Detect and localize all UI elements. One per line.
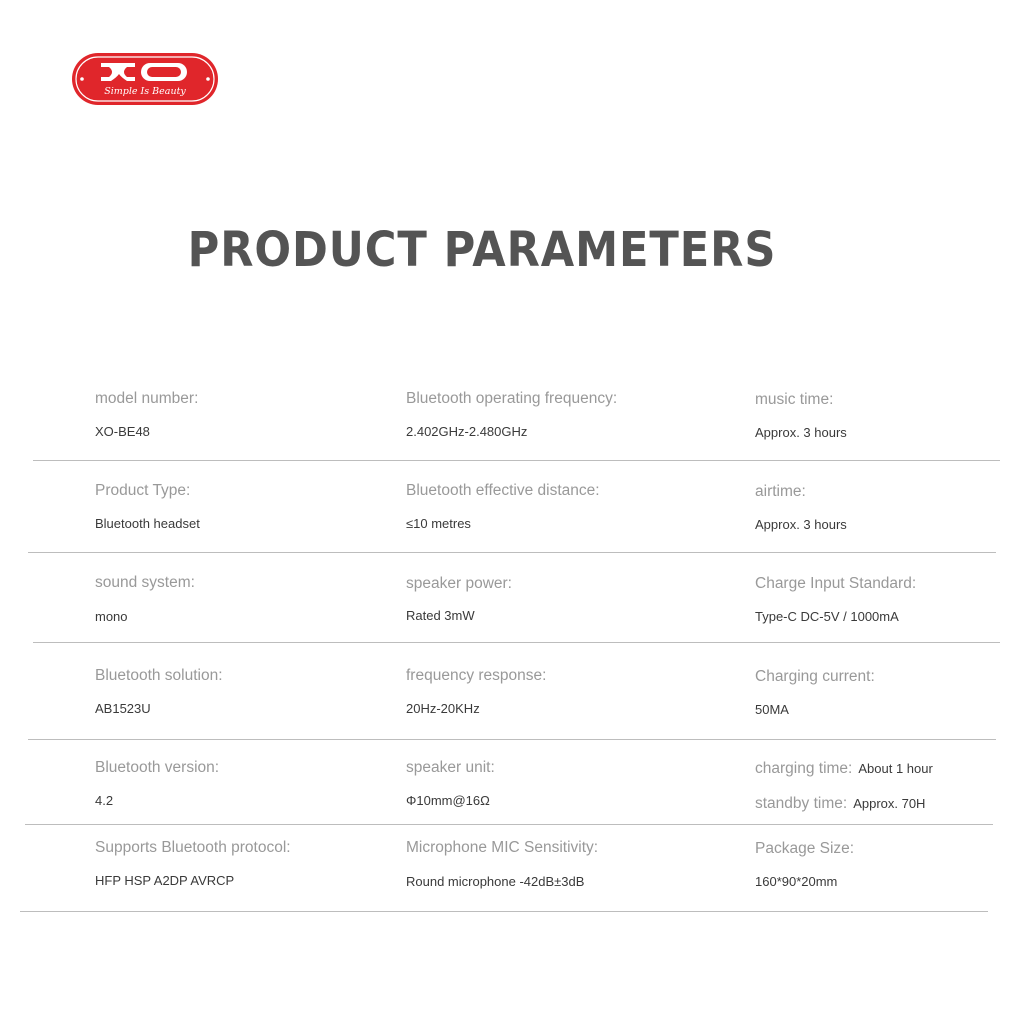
param-label: Bluetooth operating frequency: xyxy=(406,390,618,407)
param-value: About 1 hour xyxy=(858,761,933,776)
param-label: Microphone MIC Sensitivity: xyxy=(406,839,599,856)
param-label: airtime: xyxy=(755,483,806,500)
svg-text:Simple Is Beauty: Simple Is Beauty xyxy=(104,86,186,97)
param-value: 20Hz-20KHz xyxy=(406,701,480,716)
param-label: Charging current: xyxy=(755,668,875,685)
charging-time-line xyxy=(755,761,933,777)
row-divider xyxy=(28,552,996,553)
row-divider xyxy=(28,739,996,740)
param-value: 50MA xyxy=(755,702,789,717)
param-label: music time: xyxy=(755,391,834,408)
param-label: speaker power: xyxy=(406,575,512,592)
param-value: Round microphone -42dB±3dB xyxy=(406,874,585,889)
param-label: Supports Bluetooth protocol: xyxy=(95,839,291,856)
page-title: PRODUCT PARAMETERS xyxy=(187,222,777,278)
param-value: Approx. 70H xyxy=(853,796,926,811)
param-label: Package Size: xyxy=(755,840,855,857)
row-divider xyxy=(25,824,993,825)
param-label: charging time: xyxy=(755,760,853,777)
param-value: Φ10mm@16Ω xyxy=(406,793,490,808)
param-value: HFP HSP A2DP AVRCP xyxy=(95,873,235,888)
param-value: mono xyxy=(95,609,128,624)
param-label: Product Type: xyxy=(95,482,191,499)
param-label: Charge Input Standard: xyxy=(755,575,917,592)
row-divider xyxy=(33,460,1000,461)
param-label: speaker unit: xyxy=(406,759,495,776)
param-value: Bluetooth headset xyxy=(95,516,200,531)
param-label: Bluetooth effective distance: xyxy=(406,482,600,499)
param-value: 160*90*20mm xyxy=(755,874,838,889)
standby-time-line xyxy=(755,796,925,812)
param-label: Bluetooth solution: xyxy=(95,667,223,684)
row-divider xyxy=(33,642,1000,643)
param-label: standby time: xyxy=(755,795,848,812)
row-divider xyxy=(20,911,988,912)
param-value: Rated 3mW xyxy=(406,608,475,623)
param-label: sound system: xyxy=(95,574,195,591)
param-value: 2.402GHz-2.480GHz xyxy=(406,424,528,439)
param-value: 4.2 xyxy=(95,793,114,808)
xo-logo xyxy=(71,52,219,106)
param-value: Approx. 3 hours xyxy=(755,425,847,440)
param-label: Bluetooth version: xyxy=(95,759,220,776)
param-label: model number: xyxy=(95,390,199,407)
param-label: frequency response: xyxy=(406,667,547,684)
param-value: Type-C DC-5V / 1000mA xyxy=(755,609,899,624)
param-value: Approx. 3 hours xyxy=(755,517,847,532)
param-value: XO-BE48 xyxy=(95,424,150,439)
param-value: ≤10 metres xyxy=(406,516,471,531)
param-value: AB1523U xyxy=(95,701,151,716)
